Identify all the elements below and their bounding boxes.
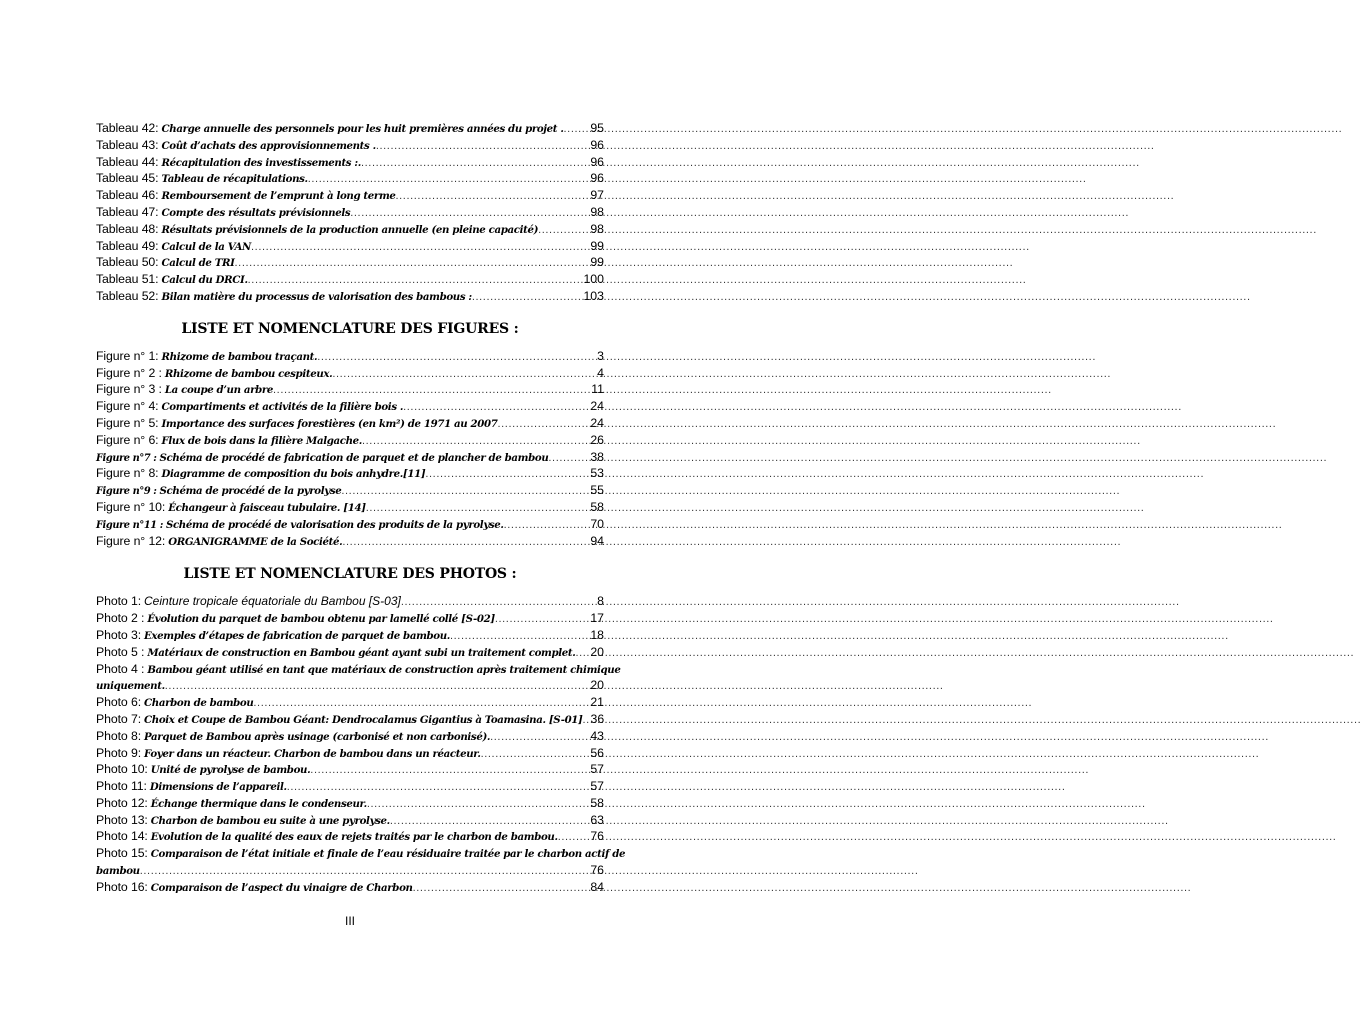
table-entry-page: 100 (583, 272, 604, 287)
table-entry[interactable] (96, 238, 604, 255)
table-entry[interactable] (96, 254, 604, 271)
table-entry-label: Tableau 44: (96, 154, 159, 169)
dot-leader (450, 628, 590, 645)
table-entry-title: Remboursement de l’emprunt à long terme (161, 190, 396, 203)
figure-entry-title: Échangeur à faisceau tubulaire. [14] (168, 501, 366, 514)
table-entry-title: Tableau de récapitulations. (161, 173, 308, 186)
photo-entry-continuation[interactable] (96, 677, 604, 694)
page-number: III (344, 914, 355, 928)
photo-entry[interactable] (96, 778, 604, 795)
figure-entry[interactable] (96, 432, 604, 449)
table-entry-label: Tableau 52: (96, 288, 159, 303)
photo-entry[interactable] (96, 745, 604, 762)
photo-entry[interactable] (96, 644, 604, 661)
photo-entry-title: Evolution de la qualité des eaux de rejets traités par le charbon de bambou. (150, 831, 558, 844)
table-entry-label: Tableau 51: (96, 272, 159, 287)
photo-entry-label: Photo 2 : (96, 611, 145, 626)
table-entry-label: Tableau 46: (96, 188, 159, 203)
figure-entry-label: Figure n° 1: (96, 348, 159, 363)
table-entry[interactable] (96, 221, 604, 238)
figure-entry[interactable] (96, 533, 604, 550)
table-entry[interactable] (96, 137, 604, 154)
photo-entry-page: 56 (590, 745, 604, 760)
figure-entry-title: Diagramme de composition du bois anhydre.[11] (161, 468, 426, 481)
photo-entry-title: Foyer dans un réacteur. Charbon de bambou dans un réacteur. (144, 747, 481, 760)
dot-leader (140, 863, 591, 880)
table-entry-label: Tableau 50: (96, 255, 159, 270)
figure-entry-label: Figure n° 12: (96, 533, 166, 548)
figure-entry-title: Schéma de procédé de la pyrolyse (159, 485, 342, 498)
photo-entry[interactable] (96, 694, 604, 711)
dot-leader (165, 678, 591, 695)
photo-entry-continuation[interactable] (96, 862, 604, 879)
table-entry-page: 103 (583, 288, 604, 303)
figure-entry-label: Figure n° 5: (96, 415, 159, 430)
photo-entry-title: Exemples d’étapes de fabrication de parquet de bambou. (144, 629, 450, 642)
photo-entry-page: 76 (590, 863, 604, 878)
figure-entry-title: La coupe d’un arbre (164, 384, 274, 397)
dot-leader (366, 500, 591, 517)
dot-leader (341, 483, 590, 500)
table-entry-page: 97 (590, 188, 604, 203)
dot-leader (472, 289, 584, 306)
photo-entry-title-continued: bambou (96, 865, 140, 878)
dot-leader (564, 121, 591, 138)
table-entry-label: Tableau 48: (96, 221, 159, 236)
figure-entry-title: Importance des surfaces forestières (en km²) de 1971 au 2007 (161, 417, 498, 430)
figure-entry-title: Schéma de procédé de fabrication de parquet et de plancher de bambou (159, 451, 549, 464)
dot-leader (396, 188, 591, 205)
photo-entry-page: 57 (590, 762, 604, 777)
table-entry[interactable] (96, 187, 604, 204)
dot-leader (310, 762, 590, 779)
table-entry[interactable] (96, 170, 604, 187)
toc-page (96, 120, 626, 896)
table-entry-title: Calcul de TRI (161, 257, 235, 270)
photo-entry-title: Comparaison de l’état initiale et finale de l’eau résiduaire traitée par le charbon actif de (150, 848, 626, 861)
figure-entry[interactable] (96, 449, 604, 466)
photo-entry-page: 20 (590, 678, 604, 693)
figure-entry-title: Compartiments et activités de la filière bois . (161, 401, 404, 414)
photo-entry-title: Choix et Coupe de Bambou Géant: Dendrocalamus Gigantius à Toamasina. [S-01] (144, 713, 583, 726)
dot-leader (361, 155, 590, 172)
table-entry-page: 96 (590, 171, 604, 186)
figure-entry-page: 53 (590, 466, 604, 481)
figure-entry-label: Figure n° 4: (96, 399, 159, 414)
dot-leader (332, 366, 597, 383)
table-entry-title: Charge annuelle des personnels pour les huit premières années du projet . (161, 123, 564, 135)
dot-leader (235, 255, 591, 272)
figure-entry-label: Figure n° 6: (96, 432, 159, 447)
photo-entry-label: Photo 11: (96, 779, 147, 794)
table-entry-title: Calcul de la VAN (161, 240, 252, 253)
figure-entry-title: Rhizome de bambou cespiteux. (164, 367, 333, 380)
photo-entry-title: Parquet de Bambou après usinage (carbonisé et non carbonisé). (144, 730, 491, 743)
photo-entry[interactable] (96, 627, 604, 644)
photo-entry-page: 18 (590, 627, 604, 642)
table-entry-page: 99 (590, 238, 604, 253)
figure-entry-label: Figure n°11 : (96, 519, 163, 531)
table-entry-label: Tableau 49: (96, 238, 159, 253)
photo-entry-page: 57 (590, 779, 604, 794)
table-entry-page: 96 (590, 154, 604, 169)
figure-entry-page: 11 (591, 382, 604, 397)
photo-entry-label: Photo 16: (96, 879, 148, 894)
figure-entry-page: 38 (590, 449, 604, 464)
dot-leader (495, 611, 590, 628)
photo-entry-page: 21 (590, 695, 604, 710)
dot-leader (390, 813, 590, 830)
figure-entry-label: Figure n° 10: (96, 499, 166, 514)
photo-entry-page: 76 (590, 829, 604, 844)
photo-entry-page: 58 (590, 795, 604, 810)
table-entry-page: 95 (590, 121, 604, 135)
dot-leader (490, 729, 590, 746)
photo-entry-label: Photo 13: (96, 812, 148, 827)
photo-entry-title: Comparaison de l’aspect du vinaigre de Charbon (150, 881, 413, 894)
figure-entry[interactable] (96, 381, 604, 398)
dot-leader (538, 222, 590, 239)
dot-leader (575, 645, 590, 662)
photo-entry-title: Échange thermique dans le condenseur. (150, 797, 367, 810)
photo-entry-page: 43 (590, 728, 604, 743)
photo-entry-title: Évolution du parquet de bambou obtenu par lamellé collé [S-02] (147, 613, 495, 626)
figure-entry-page: 55 (590, 483, 604, 498)
photo-entry-label: Photo 8: (96, 728, 142, 743)
dot-leader (308, 171, 591, 188)
photo-entry-label: Photo 5 : (96, 644, 145, 659)
dot-leader (425, 466, 590, 483)
photo-entry[interactable] (96, 593, 604, 610)
photo-entry[interactable] (96, 795, 604, 812)
figure-entry-page: 26 (590, 432, 604, 447)
photo-entry-label: Photo 3: (96, 627, 142, 642)
figure-entry-page: 24 (590, 415, 604, 430)
photo-entry-page: 63 (590, 812, 604, 827)
photos-list (96, 593, 626, 895)
figure-entry-page: 4 (597, 365, 604, 380)
dot-leader (401, 594, 597, 611)
dot-leader (583, 712, 591, 729)
photo-entry[interactable] (96, 610, 604, 627)
figure-entry[interactable] (96, 465, 604, 482)
tables-list (96, 120, 604, 305)
photos-heading: LISTE ET NOMENCLATURE DES PHOTOS : (183, 566, 517, 583)
photo-entry-page: 17 (590, 611, 604, 626)
figure-entry[interactable] (96, 365, 604, 382)
figure-entry-page: 3 (597, 348, 604, 363)
figure-entry-title: Schéma de procédé de valorisation des produits de la pyrolyse. (165, 518, 504, 531)
dot-leader (251, 239, 590, 256)
photo-entry-label: Photo 10: (96, 762, 148, 777)
table-entry-title: Calcul du DRCI. (161, 274, 248, 287)
table-entry-page: 99 (590, 255, 604, 270)
table-entry-title: Coût d’achats des approvisionnements . (161, 139, 376, 152)
dot-leader (376, 138, 590, 155)
dot-leader (497, 416, 590, 433)
dot-leader (350, 205, 590, 222)
figure-entry-label: Figure n°7 : (96, 452, 157, 464)
dot-leader (481, 746, 591, 763)
figures-list (96, 348, 604, 550)
photo-entry-title: Charbon de bambou (144, 697, 254, 710)
photo-entry-title: Matériaux de construction en Bambou géant ayant subi un traitement complet. (147, 646, 576, 659)
photo-entry[interactable] (96, 812, 604, 829)
dot-leader (253, 695, 590, 712)
photo-entry-title: Dimensions de l’appareil. (149, 781, 287, 794)
table-entry-page: 98 (590, 221, 604, 236)
table-entry[interactable] (96, 154, 604, 171)
photo-entry-label: Photo 9: (96, 745, 142, 760)
photo-entry-title: Ceinture tropicale équatoriale du Bambou [S-03] (144, 594, 401, 609)
figure-entry-label: Figure n°9 : (96, 486, 157, 498)
photo-entry[interactable] (96, 845, 626, 862)
dot-leader (413, 880, 591, 897)
table-entry-label: Tableau 45: (96, 171, 159, 186)
photo-entry-page: 8 (597, 594, 604, 609)
table-entry-label: Tableau 43: (96, 137, 159, 152)
table-entry-title: Bilan matière du processus de valorisation des bambous : (161, 290, 472, 303)
table-entry-title: Récapitulation des investissements :. (161, 156, 361, 169)
table-entry-title: Compte des résultats prévisionnels (161, 206, 351, 219)
table-entry-title: Résultats prévisionnels de la production annuelle (en pleine capacité) (161, 223, 539, 236)
photo-entry-label: Photo 4 : (96, 661, 145, 676)
photo-entry-page: 36 (590, 711, 605, 726)
photo-entry[interactable] (96, 761, 604, 778)
figure-entry[interactable] (96, 499, 604, 516)
photo-entry[interactable] (96, 711, 604, 728)
dot-leader (317, 349, 597, 366)
figure-entry-page: 94 (590, 533, 604, 548)
photo-entry-label: Photo 15: (96, 846, 148, 861)
figure-entry-label: Figure n° 2 : (96, 365, 162, 380)
photo-entry-title: Unité de pyrolyse de bambou. (150, 764, 311, 777)
dot-leader (248, 272, 584, 289)
dot-leader (548, 450, 590, 467)
table-entry-label: Tableau 42: (96, 121, 159, 135)
figure-entry-title: Flux de bois dans la filière Malgache. (161, 434, 362, 447)
figure-entry-title: ORGANIGRAMME de la Société. (168, 535, 343, 548)
figure-entry-label: Figure n° 3 : (96, 382, 162, 397)
table-entry[interactable] (96, 288, 604, 305)
dot-leader (362, 433, 590, 450)
photo-entry-page: 84 (590, 879, 604, 894)
photo-entry[interactable] (96, 728, 604, 745)
photo-entry-label: Photo 12: (96, 795, 148, 810)
photo-entry[interactable] (96, 879, 604, 896)
photo-entry-page: 20 (590, 644, 604, 659)
table-entry[interactable] (96, 120, 604, 137)
figure-entry[interactable] (96, 398, 604, 415)
dot-leader (273, 382, 591, 399)
table-entry-label: Tableau 47: (96, 204, 159, 219)
figure-entry-page: 70 (590, 516, 604, 531)
figure-entry-page: 58 (590, 499, 604, 514)
figure-entry[interactable] (96, 415, 604, 432)
table-entry-page: 96 (590, 137, 604, 152)
table-entry-page: 98 (590, 204, 604, 219)
dot-leader (504, 517, 591, 534)
dot-leader (403, 399, 590, 416)
photo-entry-title: Charbon de bambou eu suite à une pyrolyse. (150, 814, 390, 827)
photo-entry[interactable] (96, 828, 604, 845)
table-entry[interactable] (96, 271, 604, 288)
dot-leader (367, 796, 590, 813)
dot-leader (558, 829, 591, 846)
dot-leader (287, 779, 591, 796)
figure-entry[interactable] (96, 482, 604, 499)
figure-entry[interactable] (96, 348, 604, 365)
figure-entry[interactable] (96, 516, 604, 533)
photo-entry-label: Photo 7: (96, 711, 142, 726)
figure-entry-page: 24 (590, 399, 604, 414)
photo-entry[interactable] (96, 661, 621, 678)
photo-entry-label: Photo 14: (96, 829, 148, 844)
photo-entry-title-continued: uniquement. (96, 680, 165, 693)
figures-heading: LISTE ET NOMENCLATURE DES FIGURES : (181, 320, 519, 337)
table-entry[interactable] (96, 204, 604, 221)
photo-entry-title: Bambou géant utilisé en tant que matériaux de construction après traitement chimique (147, 663, 621, 676)
photo-entry-label: Photo 1: (96, 594, 142, 609)
photo-entry-label: Photo 6: (96, 695, 142, 710)
dot-leader (342, 534, 590, 551)
figure-entry-label: Figure n° 8: (96, 466, 159, 481)
figure-entry-title: Rhizome de bambou traçant. (161, 350, 318, 363)
